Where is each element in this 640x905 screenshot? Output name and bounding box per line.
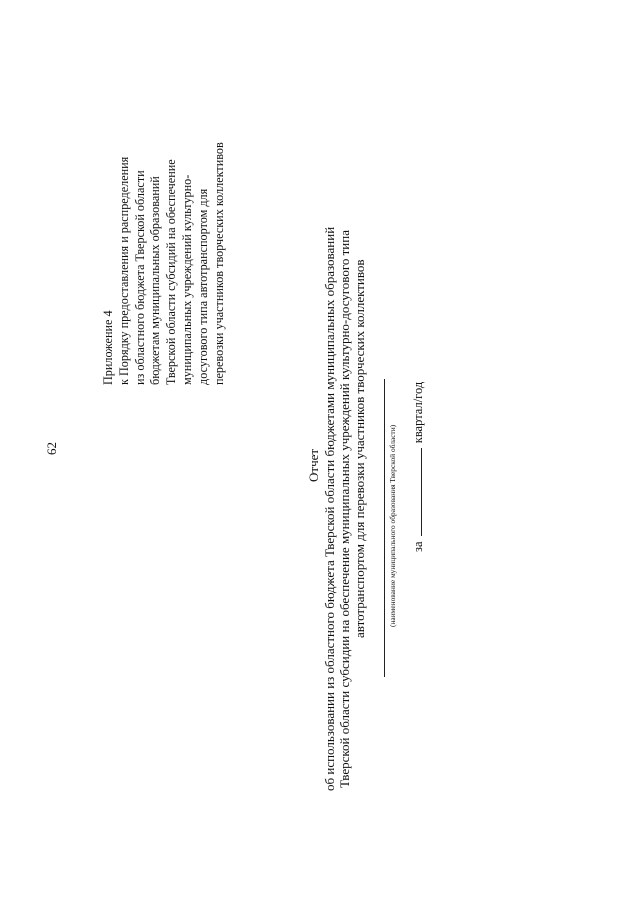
appendix-line: досугового типа автотранспортом для	[195, 188, 210, 385]
period-blank-line	[420, 448, 422, 536]
appendix-block	[101, 5, 227, 385]
period-prefix: за	[411, 541, 425, 552]
appendix-line: муниципальных учреждений культурно-	[179, 174, 194, 385]
report-period	[411, 382, 426, 552]
appendix-line: из областного бюджета Тверской области	[132, 170, 147, 385]
appendix-line: к Порядку предоставления и распределения	[116, 156, 131, 385]
report-title-line: автотранспортом для перевозки участников творческих коллективов	[352, 259, 367, 638]
municipality-caption: (наименование муниципального образования Тверской области)	[388, 424, 397, 627]
report-title-line: Тверской области субсидии на обеспечение муниципальных учреждений культурно-досугового типа	[337, 230, 352, 788]
appendix-line: перевозки участников творческих коллективов	[211, 142, 226, 385]
municipality-name-line	[384, 379, 385, 677]
appendix-line: Приложение 4	[101, 310, 115, 385]
period-suffix: квартал/год	[411, 381, 425, 444]
appendix-line: бюджетам муниципальных образований	[148, 176, 163, 385]
report-title: Отчет	[306, 448, 321, 482]
page-number: 62	[44, 442, 59, 455]
report-title-line: об использовании из областного бюджета Тверской области бюджетами муниципальных образований	[322, 226, 337, 791]
appendix-line: Тверской области субсидий на обеспечение	[164, 159, 179, 385]
